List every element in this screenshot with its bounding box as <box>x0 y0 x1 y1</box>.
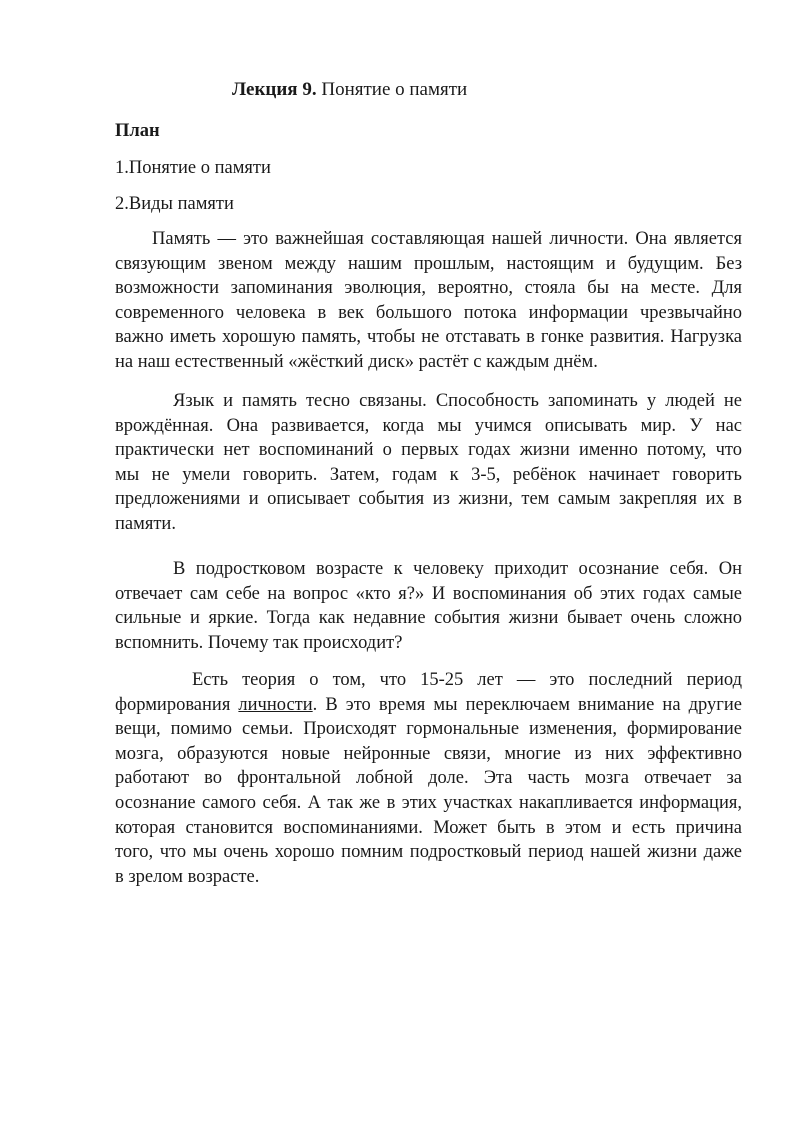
paragraph-line: Язык и память тесно связаны. Способность запоминать у людей не <box>173 391 742 411</box>
paragraph-line: важно иметь хорошую память, чтобы не отставать в гонке развития. Нагрузка <box>115 327 742 348</box>
paragraph-line: практически нет воспоминаний о первых годах жизни именно потому, что <box>115 440 742 461</box>
paragraph-line: мозга, образуются новые нейронные связи, многие из них эффективно <box>115 743 742 764</box>
paragraph-line: мы не умели говорить. Затем, годам к 3-5, ребёнок начинает говорить <box>115 464 742 485</box>
paragraph-line: В подростковом возрасте к человеку приходит осознание себя. Он <box>173 559 742 579</box>
paragraph-line: связующим звеном между нашим прошлым, настоящим и будущим. Без <box>115 253 742 274</box>
paragraph-line: врождённая. Она развивается, когда мы учимся описывать мир. У нас <box>115 415 742 436</box>
paragraph-3 <box>115 557 742 655</box>
paragraph-line: современного человека в век большого потока информации чрезвычайно <box>115 302 742 323</box>
paragraph-line: на наш естественный «жёсткий диск» растёт с каждым днём. <box>115 351 598 372</box>
lecture-topic: Понятие о памяти <box>316 79 468 100</box>
paragraph-line-with-link: формирования личности. В это время мы переключаем внимание на другие <box>115 694 742 715</box>
paragraph-line: вещи, помимо семьи. Происходят гормональные изменения, формирование <box>115 719 742 740</box>
paragraph-line: сильные и яркие. Тогда как недавние события жизни бывает очень сложно <box>115 608 742 629</box>
paragraph-line: отвечает сам себе на вопрос «кто я?» И воспоминания об этих годах самые <box>115 583 742 604</box>
paragraph-line: вспомнить. Почему так происходит? <box>115 632 403 653</box>
plan-heading: План <box>115 121 160 141</box>
personality-link[interactable]: личности <box>238 694 313 715</box>
paragraph-line: Есть теория о том, что 15-25 лет — это последний период <box>192 670 742 690</box>
paragraph-line: Память — это важнейшая составляющая нашей личности. Она является <box>152 229 742 249</box>
paragraph-line: памяти. <box>115 513 176 534</box>
plan-item-2: 2.Виды памяти <box>115 194 234 214</box>
lecture-title <box>232 78 467 102</box>
paragraph-line: предложениями и описывает события из жизни, тем самым закрепляя их в <box>115 489 742 510</box>
plan-item-1: 1.Понятие о памяти <box>115 158 271 178</box>
paragraph-line: в зрелом возрасте. <box>115 866 260 887</box>
paragraph-line: возможности запоминания эволюция, вероятно, стояла бы на месте. Для <box>115 278 742 299</box>
paragraph-line: которая становится воспоминаниями. Может быть в этом и есть причина <box>115 817 742 838</box>
paragraph-line: того, что мы очень хорошо помним подростковый период нашей жизни даже <box>115 842 742 863</box>
paragraph-1 <box>115 227 742 375</box>
lecture-number: Лекция 9. <box>232 79 317 100</box>
paragraph-line: работают во фронтальной лобной доле. Эта часть мозга отвечает за <box>115 768 742 789</box>
paragraph-2 <box>115 389 742 537</box>
paragraph-4 <box>115 668 742 889</box>
paragraph-line: осознание самого себя. А так же в этих участках накапливается информация, <box>115 792 742 813</box>
